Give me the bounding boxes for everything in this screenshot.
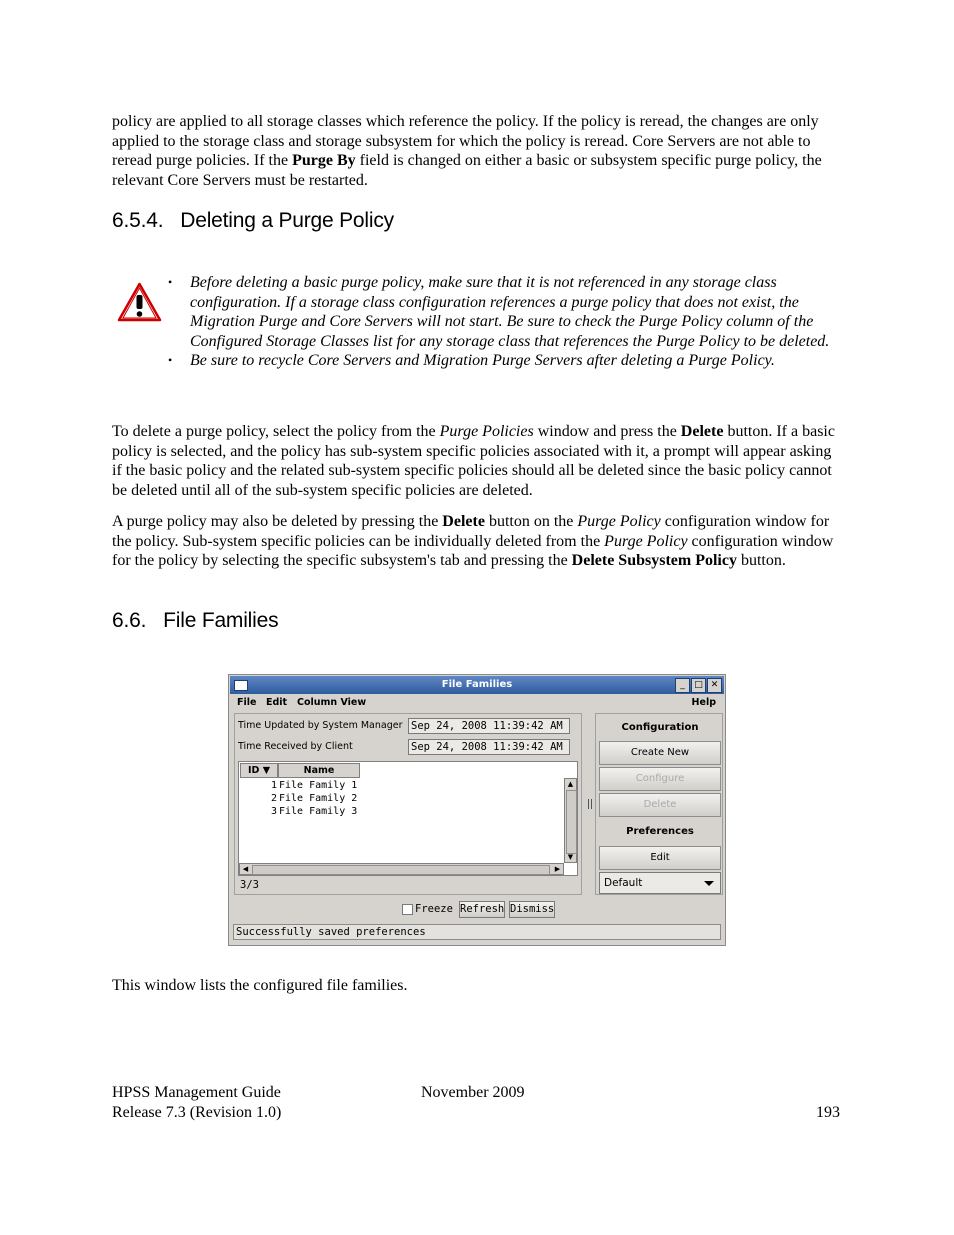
list-panel <box>234 713 582 895</box>
refresh-button[interactable]: Refresh <box>459 901 505 918</box>
time-received-field: Sep 24, 2008 11:39:42 AM <box>408 739 570 755</box>
scroll-thumb[interactable] <box>566 790 577 854</box>
table-row[interactable] <box>240 792 360 805</box>
warning-triangle-icon <box>117 282 162 322</box>
splitter-handle[interactable] <box>586 713 594 895</box>
section-heading-6-5-4: 6.5.4. Deleting a Purge Policy <box>112 209 394 232</box>
warning-item: • Before deleting a basic purge policy, make sure that it is not referenced in any storage class configuration. If a storage class configuration references a purge policy that does not exist, the Migration Purge and Core Servers will not start. Be sure to check the Purge Policy column of the Configured Storage Classes list for any storage class that references the Purge Policy to be deleted. <box>168 274 830 350</box>
preferences-heading: Preferences <box>626 826 694 837</box>
caption: This window lists the configured file families. <box>112 977 408 994</box>
page-number: 193 <box>816 1104 840 1121</box>
scroll-up-icon[interactable]: ▲ <box>567 780 574 788</box>
minimize-icon[interactable]: _ <box>675 678 690 693</box>
freeze-checkbox[interactable] <box>402 904 413 915</box>
preferences-select[interactable] <box>599 872 721 894</box>
row-count: 3/3 <box>240 879 259 891</box>
cell-id: 3 <box>270 806 277 817</box>
section-heading-6-6: 6.6. File Families <box>112 609 279 632</box>
vertical-scrollbar[interactable] <box>564 778 577 863</box>
cell-name: File Family 3 <box>279 806 358 817</box>
menu-file[interactable]: File <box>237 697 257 708</box>
scroll-left-icon[interactable]: ◀ <box>242 865 249 873</box>
scroll-right-icon[interactable]: ▶ <box>554 865 561 873</box>
time-updated-field: Sep 24, 2008 11:39:42 AM <box>408 718 570 734</box>
edit-preferences-button[interactable]: Edit <box>599 846 721 870</box>
menu-column-view[interactable]: Column View <box>297 697 367 708</box>
cell-id: 1 <box>270 780 277 791</box>
footer-date: November 2009 <box>421 1084 525 1101</box>
delete-button[interactable]: Delete <box>599 793 721 817</box>
actions-panel <box>595 713 723 895</box>
warning-item: • Be sure to recycle Core Servers and Migration Purge Servers after deleting a Purge Policy. <box>168 352 775 370</box>
dismiss-button[interactable]: Dismiss <box>509 901 555 918</box>
table-row[interactable] <box>240 779 360 792</box>
time-updated-label: Time Updated by System Manager <box>238 720 403 731</box>
file-family-table <box>238 761 578 876</box>
window-titlebar <box>230 676 724 694</box>
status-bar: Successfully saved preferences <box>233 924 721 940</box>
cell-id: 2 <box>270 793 277 804</box>
footer-guide: HPSS Management Guide <box>112 1084 281 1101</box>
menu-edit[interactable]: Edit <box>266 697 288 708</box>
time-received-label: Time Received by Client <box>238 741 353 752</box>
window-title: File Families <box>441 679 513 690</box>
menu-bar <box>230 695 724 711</box>
cell-name: File Family 2 <box>279 793 358 804</box>
menu-help[interactable]: Help <box>691 697 716 708</box>
delete-paragraph-2: A purge policy may also be deleted by pressing the Delete button on the Purge Policy configuration window for the policy. Sub-system specific policies can be individually deleted from the Purge Policy configuration window for the policy by selecting the specific subsystem's tab and pressing the Delete Subsystem Policy button. <box>112 513 834 570</box>
create-new-button[interactable]: Create New <box>599 741 721 765</box>
table-row[interactable] <box>240 805 360 818</box>
scroll-down-icon[interactable]: ▼ <box>567 853 574 861</box>
freeze-label: Freeze <box>415 903 453 915</box>
horizontal-scrollbar[interactable] <box>239 863 564 875</box>
configuration-heading: Configuration <box>621 722 699 733</box>
intro-paragraph: policy are applied to all storage classes which reference the policy. If the policy is reread, the changes are only applied to the storage class and storage subsystem for which the policy is reread. Core Servers are not able to reread purge policies. If the Purge By field is changed on either a basic or subsystem specific purge policy, the relevant Core Servers must be restarted. <box>112 113 822 189</box>
maximize-icon[interactable]: □ <box>691 678 706 693</box>
chevron-down-icon <box>704 881 714 886</box>
preferences-select-value: Default <box>604 877 643 889</box>
footer-release: Release 7.3 (Revision 1.0) <box>112 1104 282 1121</box>
warning-list <box>168 273 844 371</box>
scroll-thumb-h[interactable] <box>252 865 550 875</box>
column-header-name[interactable]: Name <box>278 763 360 778</box>
file-families-window <box>228 674 726 946</box>
delete-paragraph: To delete a purge policy, select the policy from the Purge Policies window and press the Delete button. If a basic policy is selected, and the policy has sub-system specific policies associated with it, a prompt will appear asking if the basic policy and the related sub-system specific policies should all be deleted since the basic policy cannot be deleted until all of the sub-system specific policies are deleted. <box>112 423 835 499</box>
close-icon[interactable]: ✕ <box>707 678 722 693</box>
configure-button[interactable]: Configure <box>599 767 721 791</box>
column-header-id[interactable]: ID ▼ <box>240 763 278 778</box>
cell-name: File Family 1 <box>279 780 358 791</box>
